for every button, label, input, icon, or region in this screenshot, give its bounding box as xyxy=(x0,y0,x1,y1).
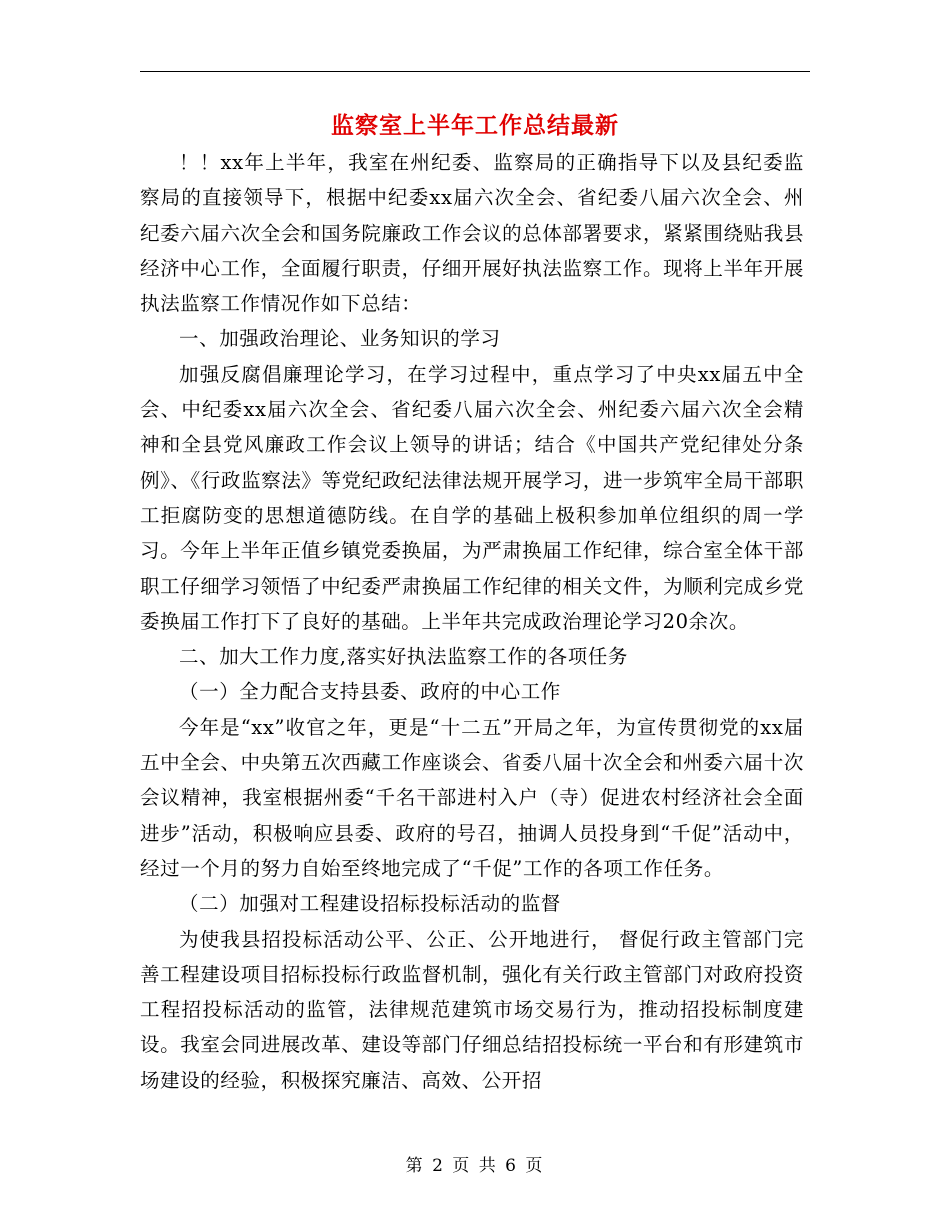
subsection-heading-1: （一）全力配合支持县委、政府的中心工作 xyxy=(179,680,561,704)
header-rule xyxy=(140,71,810,72)
document-title: 监察室上半年工作总结最新 xyxy=(331,112,619,139)
document-body xyxy=(140,145,804,1098)
subsection-heading-2: （二）加强对工程建设招标投标活动的监督 xyxy=(179,892,561,916)
intro-paragraph: ！！xx年上半年，我室在州纪委、监察局的正确指导下以及县纪委监察局的直接领导下，根据中纪委xx届六次全会、省纪委八届六次全会、州纪委六届六次全会和国务院廉政工作会议的总体部署要求，紧紧围绕贴我县经济中心工作，全面履行职责，仔细开展好执法监察工作。现将上半年开展执法监察工作情况作如下总结： xyxy=(140,151,804,316)
section-heading-1: 一、加强政治理论、业务知识的学习 xyxy=(179,327,501,351)
section-1-paragraph: 加强反腐倡廉理论学习，在学习过程中，重点学习了中央xx届五中全会、中纪委xx届六次全会、省纪委八届六次全会、州纪委六届六次全会精神和全县党风廉政工作会议上领导的讲话；结合《中国共产党纪律处分条例》、《行政监察法》等党纪政纪法律法规开展学习，进一步筑牢全局干部职工拒腐防变的思想道德防线。在自学的基础上极积参加单位组织的周一学习。今年上半年正值乡镇党委换届，为严肃换届工作纪律，综合室全体干部职工仔细学习领悟了中纪委严肃换届工作纪律的相关文件，为顺利完成乡党委换届工作打下了良好的基础。上半年共完成政治理论学习20余次。 xyxy=(140,362,804,633)
subsection-1-paragraph: 今年是“xx”收官之年，更是“十二五”开局之年，为宣传贯彻党的xx届五中全会、中央第五次西藏工作座谈会、省委八届十次全会和州委六届十次会议精神，我室根据州委“千名干部进村入户（寺）促进农村经济社会全面进步”活动，积极响应县委、政府的号召，抽调人员投身到“千促”活动中，经过一个月的努力自始至终地完成了“千促”工作的各项工作任务。 xyxy=(140,715,804,880)
section-heading-2: 二、加大工作力度,落实好执法监察工作的各项任务 xyxy=(179,645,628,669)
subsection-2-paragraph: 为使我县招投标活动公平、公正、公开地进行， 督促行政主管部门完善工程建设项目招标投标行政监督机制，强化有关行政主管部门对政府投资工程招投标活动的监管，法律规范建筑市场交易行为，推动招投标制度建设。我室会同进展改革、建设等部门仔细总结招投标统一平台和有形建筑市场建设的经验，积极探究廉洁、高效、公开招 xyxy=(140,927,804,1092)
page-footer: 第 2 页 共 6 页 xyxy=(405,1156,545,1176)
